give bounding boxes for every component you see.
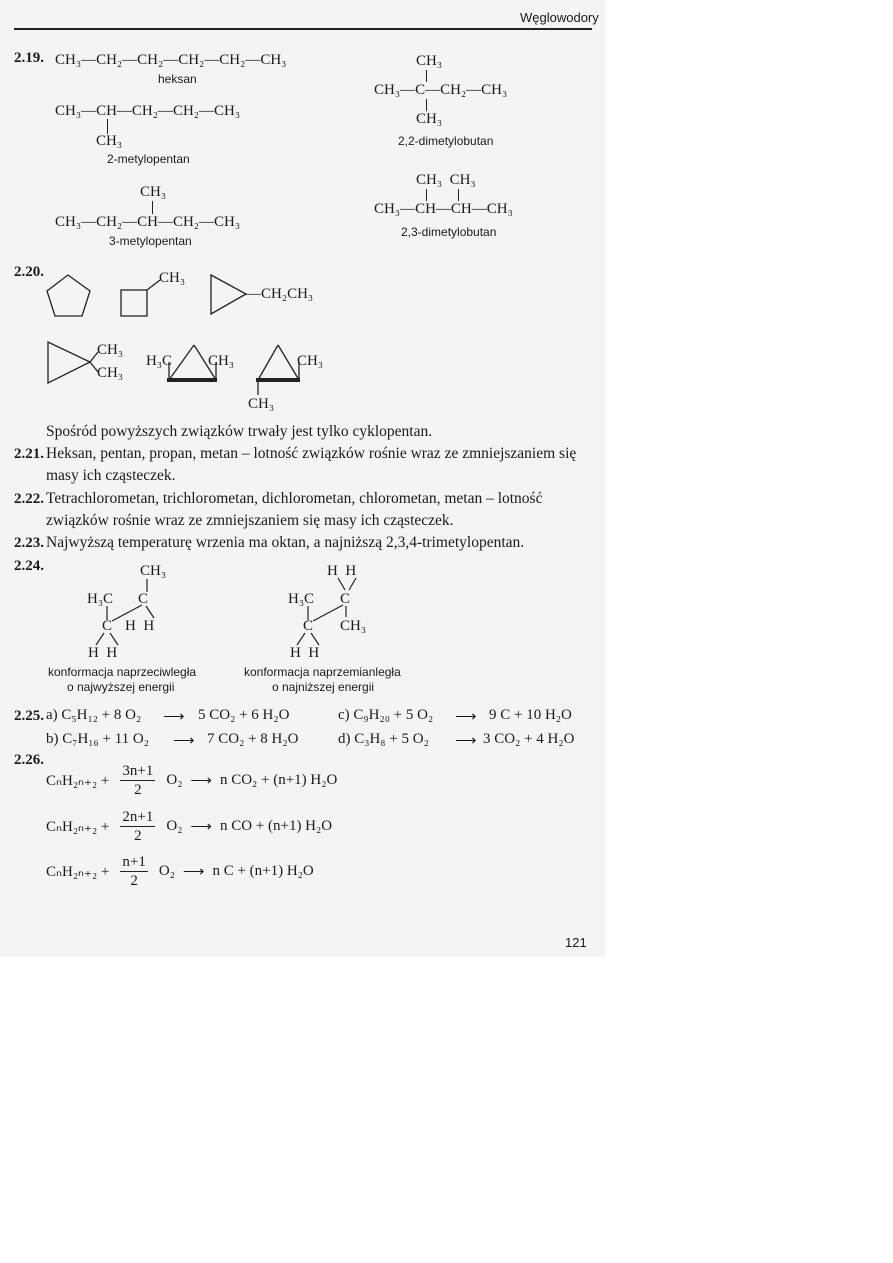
methyl-label: CH₃ <box>297 353 324 369</box>
equation-lhs: CₙH₂ₙ₊₂ + <box>46 773 110 789</box>
equation-c-rhs: 9 C + 10 H₂O <box>489 707 572 723</box>
reaction-arrow: ⟶ <box>163 709 185 725</box>
answer-2-22: Tetrachlorometan, trichlorometan, dichlorometan, chlorometan, metan – lotność związków rośnie wraz ze zmniejszaniem się masy ich cząsteczek. <box>46 490 543 529</box>
oxygen: O₂ <box>166 818 183 834</box>
conf-right-methyl: H₃C <box>288 591 315 607</box>
conf-right-label: konformacja naprzemianległa <box>244 665 401 679</box>
heksan-formula: CH₃—CH₂—CH₂—CH₂—CH₂—CH₃ <box>55 52 287 68</box>
equation-d-lhs: d) C₃H₈ + 5 O₂ <box>338 731 429 747</box>
general-equation-1 <box>46 762 337 799</box>
dmb23-top: CH₃ CH₃ <box>416 172 476 188</box>
conf-left-hydrogens: H H <box>88 645 118 661</box>
methyl-label: CH₃ <box>208 353 235 369</box>
methyl-label: CH₃ <box>248 396 275 412</box>
methyl-label: CH₃ <box>97 365 124 381</box>
equation-d-rhs: 3 CO₂ + 4 H₂O <box>483 731 575 747</box>
equation-rhs: n C + (n+1) H₂O <box>212 863 314 879</box>
reaction-arrow: ⟶ <box>455 733 477 749</box>
equation-lhs: CₙH₂ₙ₊₂ + <box>46 864 110 880</box>
heksan-label: heksan <box>158 72 197 86</box>
equation-rhs: n CO₂ + (n+1) H₂O <box>219 772 338 788</box>
exercise-number-2-22: 2.22. <box>14 491 44 507</box>
conf-left-carbon: C <box>138 591 149 607</box>
conclusion-text: Spośród powyższych związków trwały jest tylko cyklopentan. <box>46 423 433 440</box>
reaction-arrow: ⟶ <box>182 864 205 880</box>
dmb22-bottom: CH₃ <box>416 111 443 127</box>
mp2-label: 2-metylopentan <box>107 152 190 166</box>
methyl-label: H₃C <box>146 353 173 369</box>
conf-left-carbon: C <box>102 618 113 634</box>
dmb22-label: 2,2-dimetylobutan <box>398 134 494 148</box>
exercise-number-2-24: 2.24. <box>14 558 44 574</box>
answer-2-21: Heksan, pentan, propan, metan – lotność związków rośnie wraz ze zmniejszaniem się masy ich cząsteczek. <box>46 445 577 484</box>
equation-a-rhs: 5 CO₂ + 6 H₂O <box>198 707 290 723</box>
methyl-label: CH₃ <box>97 342 124 358</box>
answer-2-23: Najwyższą temperaturę wrzenia ma oktan, a najniższą 2,3,4-trimetylopentan. <box>46 534 525 551</box>
equation-b-rhs: 7 CO₂ + 8 H₂O <box>207 731 299 747</box>
equation-c-lhs: c) C₉H₂₀ + 5 O₂ <box>338 707 434 723</box>
dmb22-formula: CH₃—C—CH₂—CH₃ <box>374 82 508 98</box>
dmb23-label: 2,3-dimetylobutan <box>401 225 497 239</box>
section-title: Węglowodory <box>520 10 599 25</box>
coefficient-fraction: $\frac{n+1}{2}$ <box>122 854 146 889</box>
reaction-arrow: ⟶ <box>190 773 212 789</box>
mp3-methyl: CH₃ <box>140 184 167 200</box>
dmb22-top: CH₃ <box>416 53 443 69</box>
mp2-formula: CH₃—CH—CH₂—CH₂—CH₃ <box>55 103 241 119</box>
reaction-arrow: ⟶ <box>173 733 195 749</box>
exercise-number-2-21: 2.21. <box>14 446 44 462</box>
coefficient-fraction: $\frac{3n+1}{2}$ <box>122 763 154 798</box>
conf-left-hydrogens: H H <box>125 618 155 634</box>
page-number: 121 <box>565 935 587 950</box>
exercise-number-2-26: 2.26. <box>14 752 44 768</box>
conf-right-label: o najniższej energii <box>272 680 375 694</box>
oxygen: O₂ <box>158 863 175 879</box>
conformation-bonds <box>0 0 606 660</box>
conf-left-label: o najwyższej energii <box>67 680 175 694</box>
mp2-methyl: CH₃ <box>96 133 123 149</box>
reaction-arrow: ⟶ <box>190 819 212 835</box>
ethyl-label: —CH₂CH₃ <box>246 286 314 302</box>
exercise-number-2-19: 2.19. <box>14 50 44 66</box>
exercise-number-2-25: 2.25. <box>14 708 44 724</box>
conf-left-label: konformacja naprzeciwległa <box>48 665 197 679</box>
conf-right-carbon: C <box>340 591 351 607</box>
exercise-number-2-23: 2.23. <box>14 535 44 551</box>
mp3-formula: CH₃—CH₂—CH—CH₂—CH₃ <box>55 214 241 230</box>
methyl-label: CH₃ <box>159 270 186 286</box>
equation-b-lhs: b) C₇H₁₆ + 11 O₂ <box>46 731 149 747</box>
mp3-label: 3-metylopentan <box>109 234 192 248</box>
conf-right-hydrogens: H H <box>327 563 357 579</box>
dmb23-formula: CH₃—CH—CH—CH₃ <box>374 201 513 217</box>
general-equation-2 <box>46 808 332 845</box>
conf-left-methyl-2: H₃C <box>87 591 114 607</box>
conf-right-carbon: C <box>303 618 314 634</box>
general-equation-3 <box>46 853 314 890</box>
reaction-arrow: ⟶ <box>455 709 477 725</box>
equation-rhs: n CO + (n+1) H₂O <box>219 818 333 834</box>
conf-left-methyl: CH₃ <box>140 563 167 579</box>
equation-a-lhs: a) C₅H₁₂ + 8 O₂ <box>46 707 142 723</box>
coefficient-fraction: $\frac{2n+1}{2}$ <box>122 809 154 844</box>
oxygen: O₂ <box>166 772 183 788</box>
exercise-number-2-20: 2.20. <box>14 264 44 280</box>
conf-right-methyl: CH₃ <box>340 618 367 634</box>
equation-lhs: CₙH₂ₙ₊₂ + <box>46 819 110 835</box>
conf-right-hydrogens: H H <box>290 645 320 661</box>
